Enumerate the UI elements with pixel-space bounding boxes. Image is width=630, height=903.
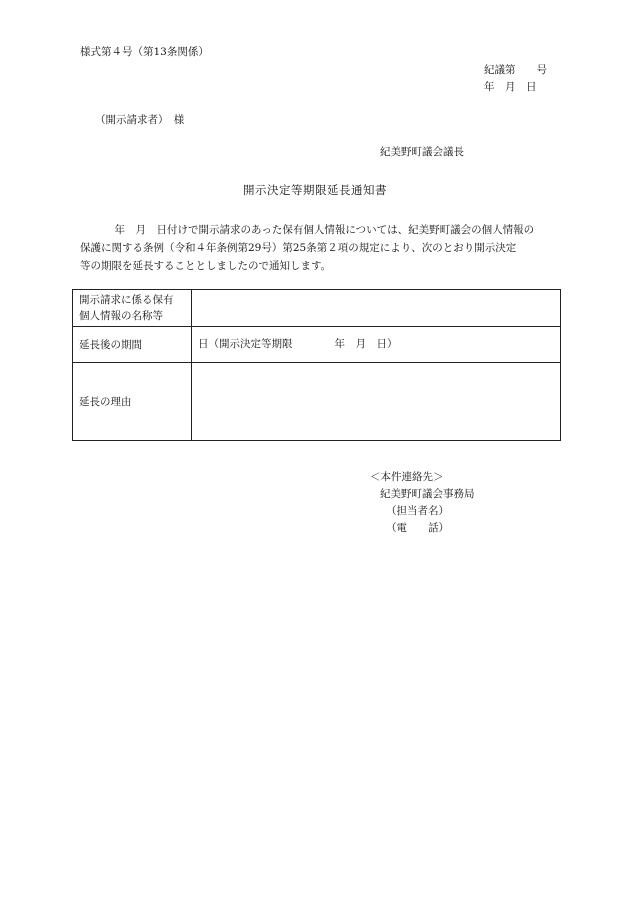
body-paragraph — [80, 221, 565, 275]
document-number-block — [484, 64, 547, 98]
info-table — [72, 289, 561, 441]
form-number: 様式第４号（第13条関係） — [80, 46, 209, 58]
contact-block — [370, 471, 475, 539]
requested-info-value — [192, 290, 561, 327]
contact-person: （担当者名） — [386, 505, 449, 517]
table-row — [73, 327, 561, 363]
table-row — [73, 290, 561, 327]
extended-period-value: 日（開示決定等期限 年 月 日） — [192, 327, 561, 363]
document-title: 開示決定等期限延長通知書 — [243, 183, 387, 197]
contact-heading: ＜本件連絡先＞ — [370, 471, 444, 483]
extension-reason-value — [192, 363, 561, 441]
sender: 紀美野町議会議長 — [380, 146, 464, 158]
requested-info-label — [73, 290, 192, 327]
document-number: 紀議第 号 — [484, 64, 547, 76]
table-row — [73, 363, 561, 441]
body-line-2: 保護に関する条例（令和４年条例第29号）第25条第２項の規定により、次のとおり開示決定 — [80, 242, 517, 254]
body-line-1: 年 月 日付けで開示請求のあった保有個人情報については、紀美野町議会の個人情報の — [104, 224, 535, 236]
contact-office: 紀美野町議会事務局 — [380, 488, 475, 500]
requested-info-label-line-2: 個人情報の名称等 — [79, 310, 163, 322]
extension-reason-label: 延長の理由 — [73, 363, 192, 441]
requested-info-label-line-1: 開示請求に係る保有 — [79, 294, 174, 306]
body-line-3: 等の期限を延長することとしましたので通知します。 — [80, 260, 332, 272]
extended-period-label: 延長後の期間 — [73, 327, 192, 363]
document-date: 年 月 日 — [484, 81, 537, 93]
recipient: （開示請求者） 様 — [95, 114, 185, 126]
contact-phone: （電 話） — [386, 522, 449, 534]
